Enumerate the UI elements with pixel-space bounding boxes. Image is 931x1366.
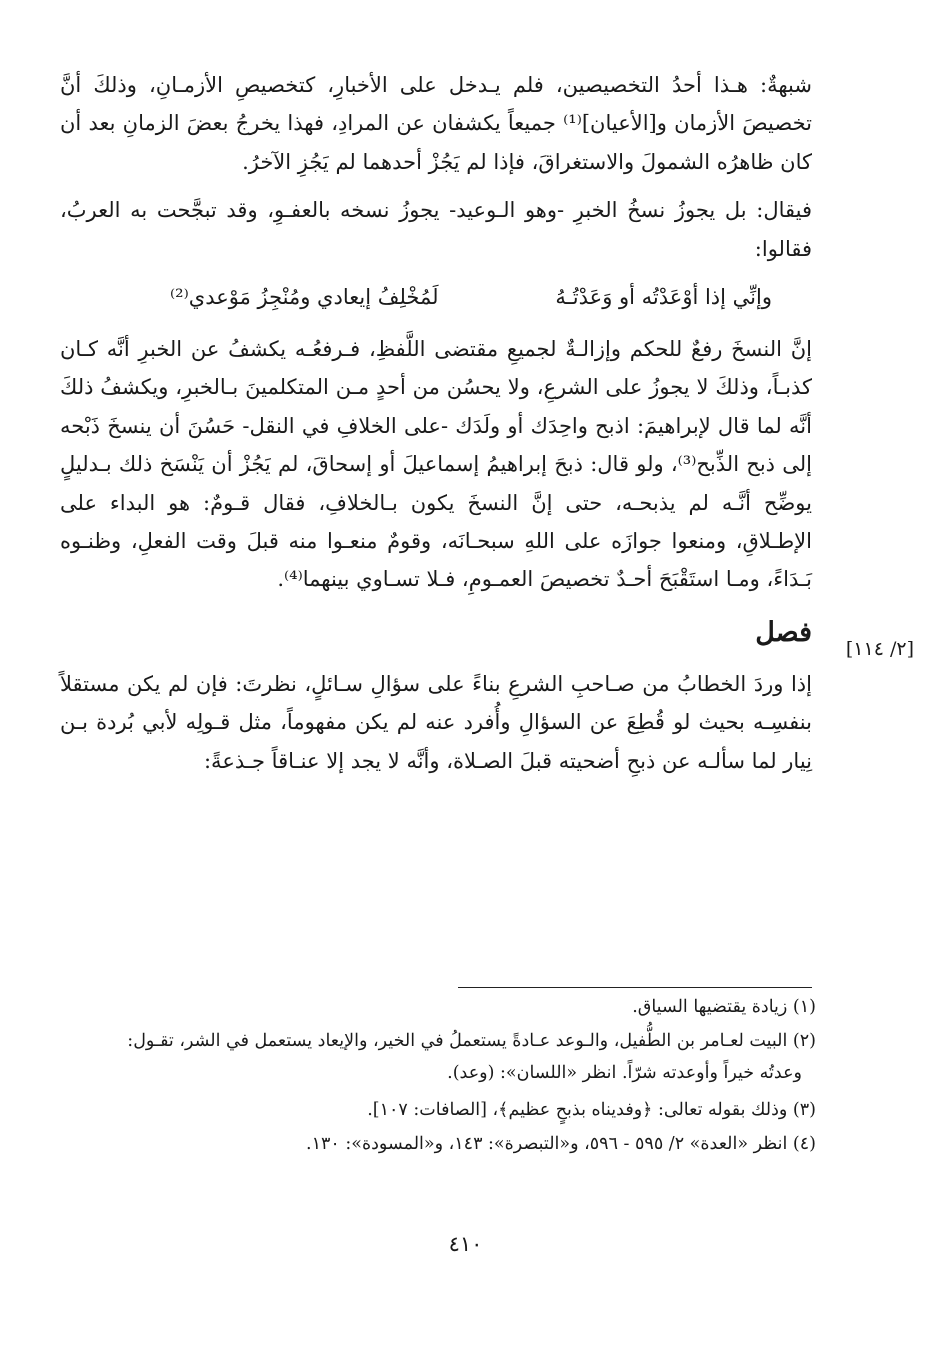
verse-first-hemistich: وإنِّي إذا أوْعَدْتُه أو وَعَدْتُـهُ [555,285,772,310]
volume-page-marker: [٢/ ١١٤] [845,638,914,660]
footnote-1: (١) زيادة يقتضيها السياق. [632,997,816,1017]
footnote-2: (٢) البيت لعـامر بن الطُّفيل، والـوعد عـادةً يستعملُ في الخير، والإيعاد يستعمل في الشر، تقـول: [127,1031,816,1051]
paragraph-reply: فيقال: بل يجوزُ نسخُ الخبرِ -وهو الـوعيد- يجوزُ نسخه بالعفـوِ، وقد تبجَّحت به العربُ، فقالوا: [60,198,812,261]
footnote-4: (٤) انظر «العدة» ٢/ ٥٩٥ - ٥٩٦، و«التبصرة»: ١٤٣، و«المسودة»: ١٣٠. [306,1134,816,1154]
footnote-divider [458,987,812,988]
paragraph-section: إذا وردَ الخطابُ من صـاحبِ الشرعِ بناءً على سؤالِ سـائلٍ، نظرتَ: فإن لم يكن مستقلاً بنفسِـه بحيث لو قُطِعَ عن السؤالِ وأُفرد عنه لم يكن مفهوماً، مثل قـولِه لأبي بُردة بـن نِيار لما سألـه عن ذبحِ أضحيته قبلَ الصـلاة، وأنَّه لا يجد إلا عنـاقاً جـذعةً: [60,671,812,773]
footnote-3: (٣) وذلك بقوله تعالى: ﴿وفديناه بذبحٍ عظيم﴾، [الصافات: ١٠٧]. [367,1100,816,1120]
paragraph-abrogation: إنَّ النسخَ رفعٌ للحكم وإزالـةٌ لجميعِ مقتضى اللَّفظِ، فـرفعُـه يكشفُ عن الخبرِ أنَّه كـان كذبـاً، وذلكَ لا يجوزُ على الشرعِ، ولا يحسُن من أحدٍ مـن المتكلمينَ بـالخبرِ، ويكشفُ ذلكَ أنَّه لما قال لإبراهيمَ: اذبح واحِدَك أو ولَدَك -على الخلافِ في النقل- حَسُنَ أن ينسخَ ذَبْحه إلى ذبح الذِّبح⁽³⁾، ولو قال: ذبحَ إبراهيمُ إسماعيلَ أو إسحاقَ، لم يَجُزْ أن يَنْسَخ ذلك بـدليلٍ يوضِّح أنَّـه لم يذبحـه، حتى إنَّ النسخَ يكون بـالخلافِ، فقال قـومٌ: هو البداء على الإطـلاقِ، ومنعوا جوازَه على اللهِ سبحـانَه، وقومٌ منعـوا منه قبلَ وقت الفعلِ، وظنـوه بَـدَاءً، ومـا استَقْبَحَ أحـدٌ تخصيصَ العمـومِ، فـلا تسـاوي بينهما⁽⁴⁾. [60,337,812,592]
section-title: فصل [755,616,812,648]
main-text [60,66,812,790]
page-number: ٤١٠ [448,1232,483,1256]
footnotes [60,990,816,1163]
paragraph-objection: شبهةٌ: هـذا أحدُ التخصيصين، فلم يـدخل على الأخبارِ، كتخصيصِ الأزمـانِ، وذلكَ أنَّ تخصيصَ الأزمان و[الأعيان]⁽¹⁾ جميعاً يكشفان عن المرادِ، فهذا يخرجُ بعضَ الزمانِ بعد أن كان ظاهرُه الشمولَ والاستغراقَ، فإذا لم يَجُزْ أحدهما لم يَجُزِ الآخرُ. [60,73,812,174]
footnote-2-continued: وعدتُه خيراً وأوعدته شرّاً. انظر «اللسان»: (وعد). [447,1063,802,1083]
verse-second-hemistich: لَمُخْلِفُ إيعادي ومُنْجِزُ مَوْعدي⁽²⁾ [170,285,439,310]
poetry-verse [170,278,772,316]
